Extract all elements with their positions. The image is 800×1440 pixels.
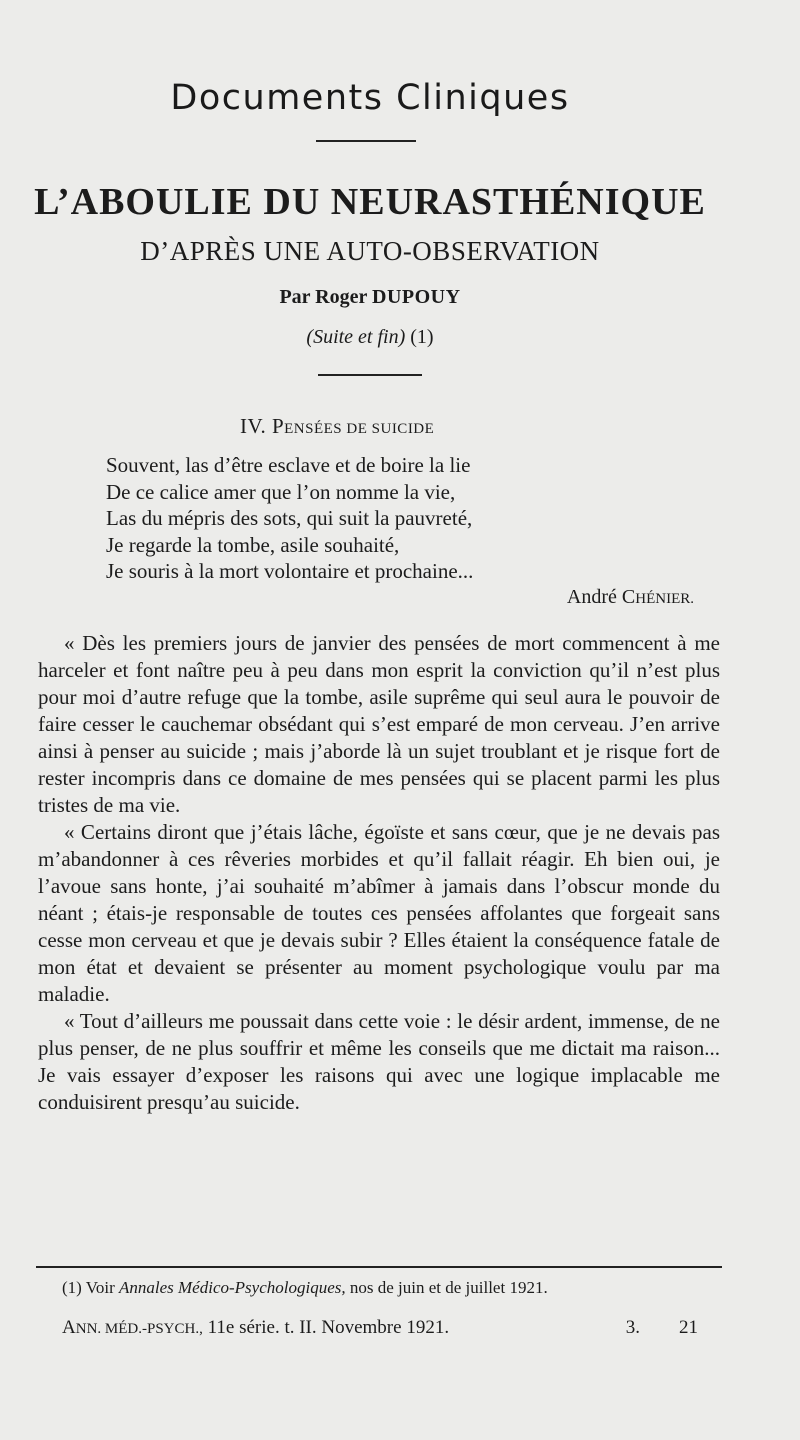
running-footer (62, 1317, 702, 1339)
header-rule (316, 140, 416, 142)
page-number: 21 (679, 1317, 698, 1338)
continuation-text: (Suite et fin) (306, 326, 406, 348)
paragraph: « Tout d’ailleurs me poussait dans cette voie : le désir ardent, immense, de ne plus penser, de ne plus souffrir et même les conseils que me dictait ma raison... Je vais essayer d’exposer les raisons qui avec une logique implacable me conduisirent presqu’au suicide. (38, 1009, 720, 1114)
attribution-first: André C (566, 586, 636, 608)
poem-line: Las du mépris des sots, qui suit la pauvreté, (106, 506, 473, 530)
attribution-rest: HÉNIER. (635, 591, 694, 607)
poem-line: Je regarde la tombe, asile souhaité, (106, 532, 400, 557)
epigraph-poem (106, 452, 473, 585)
issue-details: 11e série. t. II. Novembre 1921. (207, 1317, 450, 1338)
signature-mark: 3. (625, 1317, 640, 1338)
poem-line: De ce calice amer que l’on nomme la vie, (106, 479, 456, 504)
footnote-rest: nos de juin et de juillet 1921. (349, 1278, 548, 1297)
author-name: DUPOUY (372, 286, 461, 308)
article-title: L’ABOULIE DU NEURASTHÉNIQUE (34, 181, 706, 223)
journal-initial: A (62, 1317, 76, 1338)
continuation-line (0, 326, 740, 349)
body-text (38, 630, 720, 1116)
footnote-marker: (1) Voir (62, 1278, 115, 1297)
section-heading: Documents Cliniques (170, 78, 570, 118)
section-numeral: IV. (240, 414, 267, 438)
section-title (240, 414, 434, 439)
poem-line: Souvent, las d’être esclave et de boire la lie (106, 453, 471, 477)
footnote-ref: (1) (410, 326, 434, 348)
footnote-rule (36, 1266, 722, 1268)
title-rule (318, 374, 422, 376)
article-subtitle: D’APRÈS UNE AUTO-OBSERVATION (140, 236, 600, 266)
paragraph: « Dès les premiers jours de janvier des pensées de mort commencent à me harceler et font naître peu à peu dans mon esprit la conviction qu’il n’est plus pour moi d’autre refuge que la tombe, asile suprême qui seul aura le pouvoir de faire cesser le cauchemar obsédant qui s’est emparé de mon cerveau. J’en arrive ainsi à penser au suicide ; mais j’aborde là un sujet troublant et je risque fort de rester incompris dans ce domaine de mes pensées qui se placent parmi les plus tristes de ma vie. (38, 631, 720, 817)
section-initial: P (271, 414, 285, 438)
footnote (62, 1278, 548, 1298)
author-line (0, 286, 740, 309)
footnote-journal: Annales Médico-Psychologiques, (119, 1278, 346, 1297)
poem-attribution (567, 586, 694, 609)
author-prefix: Par Roger (279, 286, 368, 308)
journal-abbrev: NN. MÉD.-PSYCH., (75, 1321, 203, 1337)
paragraph: « Certains diront que j’étais lâche, égoïste et sans cœur, que je ne devais pas m’abandonner à ces rêveries morbides et qu’il fallait réagir. Eh bien oui, je l’avoue sans honte, j’ai souhaité m’abîmer à jamais dans l’obscur monde du néant ; étais-je responsable de toutes ces pensées affolantes que forgeait sans cesse mon cerveau et que je devais subir ? Elles étaient la conséquence fatale de mon état et devaient se présenter au moment psychologique voulu par ma maladie. (38, 820, 720, 1006)
poem-line: Je souris à la mort volontaire et prochaine... (106, 559, 474, 583)
section-title-rest: ENSÉES DE SUICIDE (284, 421, 435, 437)
